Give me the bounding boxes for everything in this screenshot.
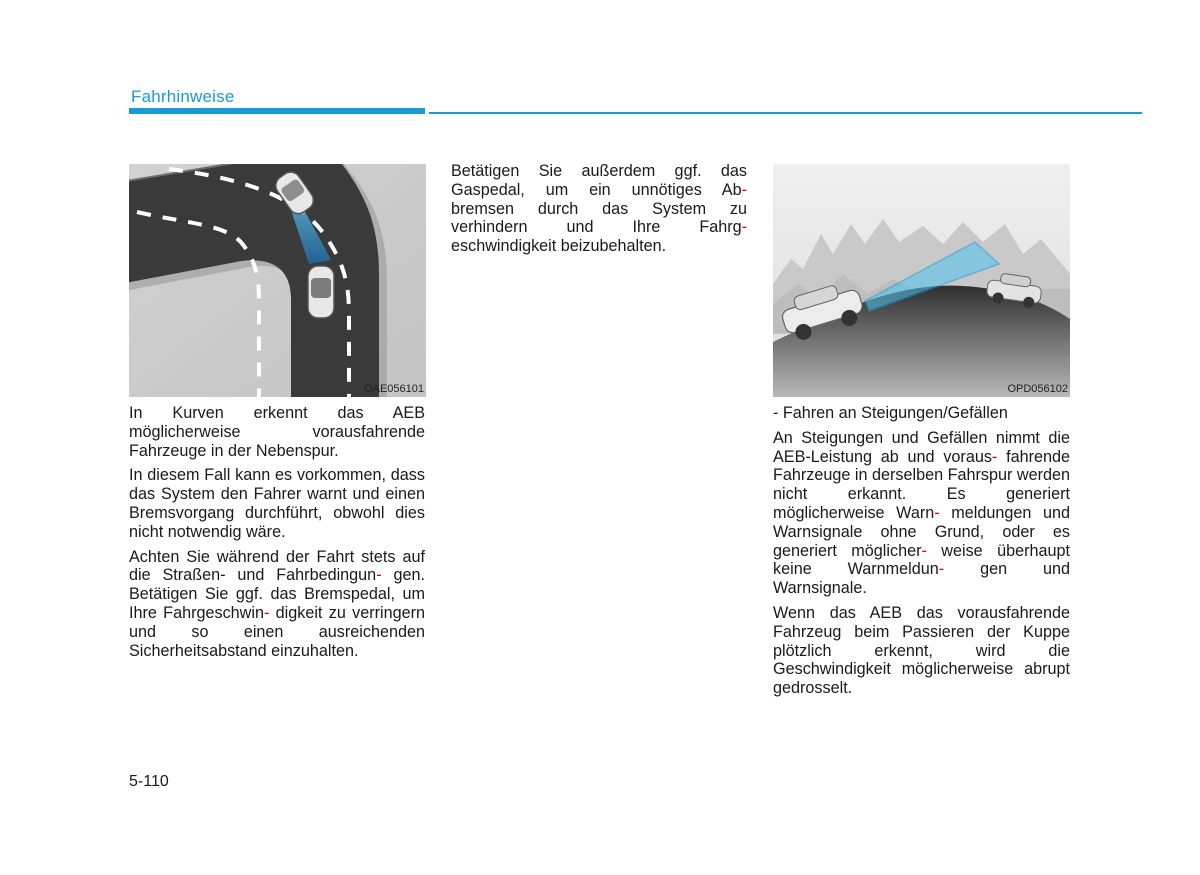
figure-curve-road	[129, 164, 426, 397]
hyphen-mark: -	[263, 603, 270, 622]
text-run: An Steigungen und Gefällen nimmt die AEB-Leistung ab und voraus	[773, 428, 1070, 466]
text-run: gen und Warnsignale.	[773, 560, 1070, 598]
hyphen-mark: -	[934, 503, 940, 522]
text-run: gen. Betätigen Sie ggf. das Bremspedal, um Ihre Fahrgeschwin	[129, 566, 425, 622]
text-run: eschwindigkeit beizubehalten.	[451, 237, 667, 256]
text-run: Achten Sie während der Fahrt stets auf die Straßen- und Fahrbedingun	[129, 547, 425, 585]
paragraph: In Kurven erkennt das AEB möglicherweise vorausfahrende Fahrzeuge in der Nebenspur.	[129, 404, 425, 460]
figure-code: OAE056101	[364, 383, 424, 395]
subheading: - Fahren an Steigungen/Gefällen	[773, 404, 1008, 422]
column-middle	[451, 162, 747, 262]
curve-road-aeb-illustration	[129, 164, 426, 397]
paragraph	[773, 429, 1070, 598]
section-title: Fahrhinweise	[131, 87, 235, 106]
figure-hill-crest	[773, 164, 1070, 397]
hyphen-mark: -	[741, 180, 747, 199]
figure-code: OPD056102	[1007, 383, 1068, 395]
paragraph	[129, 548, 425, 661]
hyphen-mark: -	[921, 541, 927, 560]
column-right	[773, 404, 1070, 704]
hill-crest-aeb-illustration	[773, 164, 1070, 397]
header-rule-thin	[429, 112, 1142, 114]
text-run: Betätigen Sie außerdem ggf. das Gaspedal, um ein unnötiges Ab	[451, 162, 747, 199]
text-run: meldungen und Warnsignale ohne Grund, oder es generiert möglicher	[773, 503, 1070, 560]
hyphen-mark: -	[376, 566, 382, 585]
hyphen-mark: -	[938, 560, 945, 579]
text-run: bremsen durch das System zu verhindern und Ihre Fahrg	[451, 199, 747, 237]
paragraph: In diesem Fall kann es vorkommen, dass das System den Fahrer warnt und einen Bremsvorgang durchführt, obwohl dies nicht notwendig wäre.	[129, 466, 425, 541]
header-rule-thick	[129, 108, 425, 114]
text-run: weise überhaupt keine Warnmeldun	[773, 541, 1071, 579]
text-run: fahrende Fahrzeuge in derselben Fahrspur werden nicht erkannt. Es generiert möglicherweise Warn	[773, 447, 1070, 522]
hyphen-mark: -	[991, 447, 998, 466]
paragraph: Wenn das AEB das vorausfahrende Fahrzeug beim Passieren der Kuppe plötzlich erkennt, wird die Geschwindigkeit möglicherweise abrupt gedrosselt.	[773, 603, 1070, 698]
text-run: digkeit zu verringern und so einen ausreichenden Sicherheitsabstand einzuhalten.	[129, 603, 425, 660]
column-left	[129, 404, 425, 666]
paragraph	[451, 162, 747, 256]
page-number: 5-110	[129, 773, 169, 790]
hyphen-mark: -	[741, 218, 747, 237]
